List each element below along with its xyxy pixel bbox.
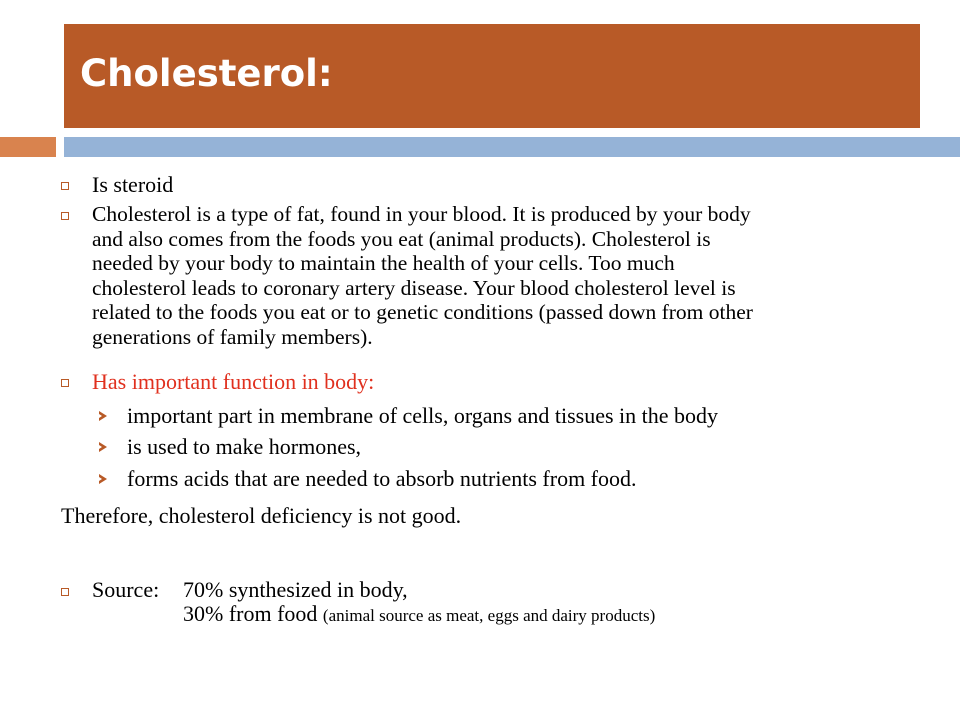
square-bullet-icon [61, 212, 69, 220]
description-line: cholesterol leads to coronary artery disease. Your blood cholesterol level is [92, 275, 736, 300]
slide-title: Cholesterol: [80, 52, 333, 95]
description-line: generations of family members). [92, 324, 373, 349]
bullet-steroid: Is steroid [92, 172, 174, 197]
description-line: Cholesterol is a type of fat, found in your blood. It is produced by your body [92, 202, 751, 226]
description-line: related to the foods you eat or to genetic conditions (passed down from other [92, 300, 753, 325]
source-line-2-main: 30% from food [183, 601, 318, 626]
square-bullet-icon [61, 182, 69, 190]
description-line: needed by your body to maintain the health of your cells. Too much [92, 251, 675, 276]
source-line-1: 70% synthesized in body, [183, 577, 408, 602]
square-bullet-icon [61, 379, 69, 387]
bullet-cholesterol-description [92, 202, 912, 350]
description-line: and also comes from the foods you eat (animal products). Cholesterol is [92, 226, 711, 251]
arrow-bullet-icon [99, 442, 107, 452]
sub-bullet-acids: forms acids that are needed to absorb nutrients from food. [127, 466, 637, 491]
source-label: Source: [92, 577, 160, 602]
source-line-2 [183, 601, 655, 629]
conclusion-text: Therefore, cholesterol deficiency is not good. [61, 503, 462, 528]
square-bullet-icon [61, 588, 69, 596]
sub-bullet-hormones: is used to make hormones, [127, 434, 362, 459]
arrow-bullet-icon [99, 474, 107, 484]
sub-bullet-membrane: important part in membrane of cells, organs and tissues in the body [127, 403, 719, 428]
bullet-important-function: Has important function in body: [92, 369, 375, 394]
source-line-2-detail: (animal source as meat, eggs and dairy products) [322, 606, 656, 625]
arrow-bullet-icon [99, 411, 107, 421]
